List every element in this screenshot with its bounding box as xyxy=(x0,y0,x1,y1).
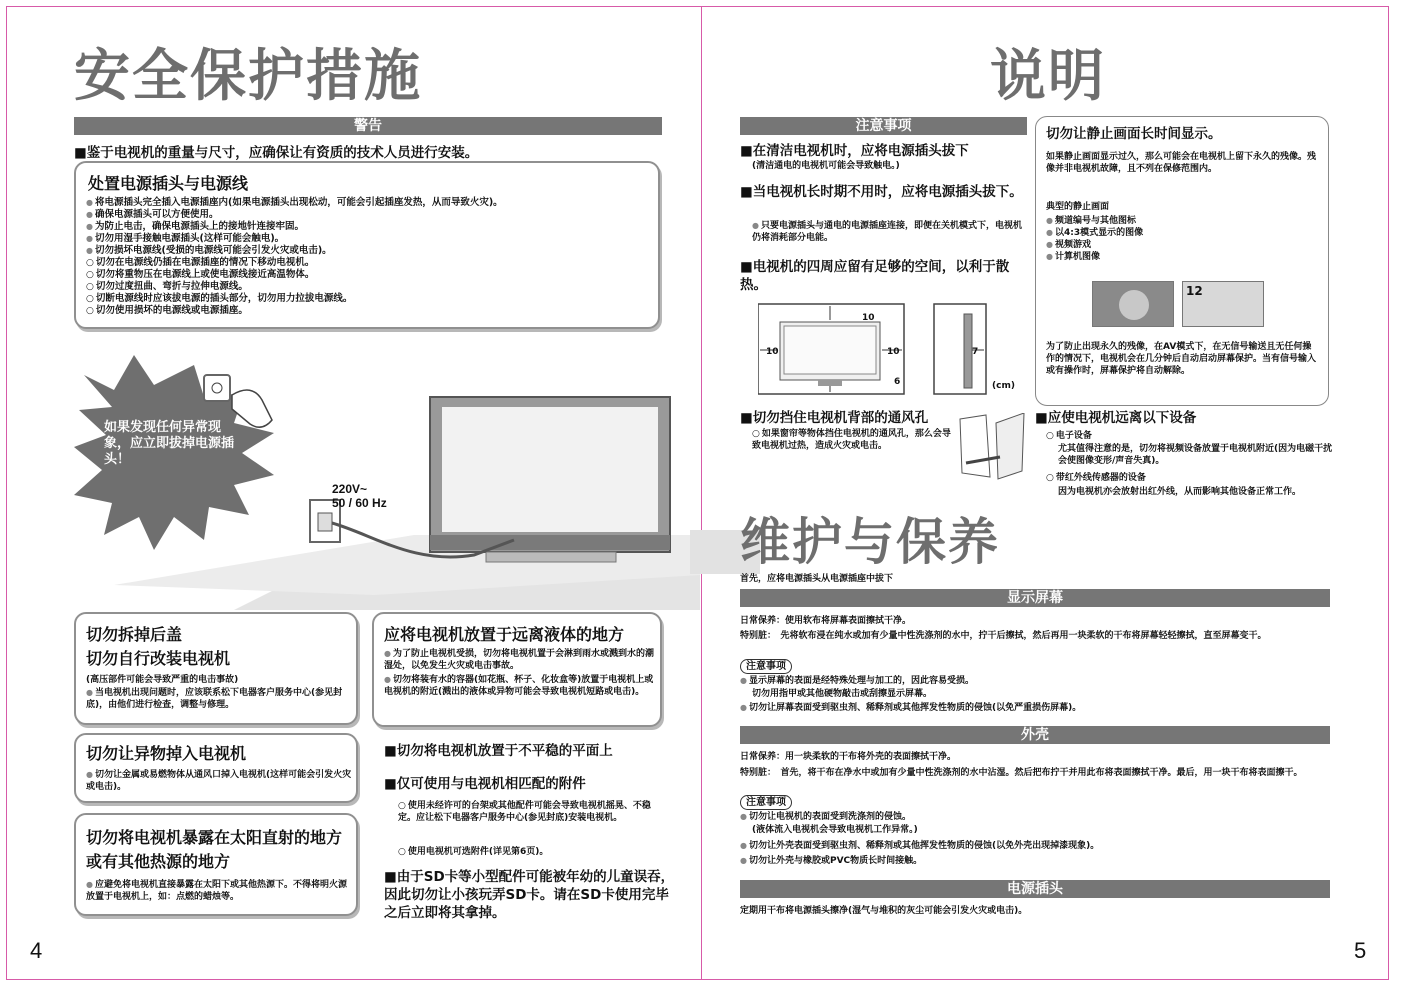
caution-2-heading: ■当电视机长时期不用时，应将电源插头拔下。 xyxy=(740,184,1023,200)
left-page-title: 安全保护措施 xyxy=(74,44,422,109)
cabinet-caution-tag: 注意事项 xyxy=(740,795,792,810)
accessory-item: ○ 使用电视机可选附件(详见第6页)。 xyxy=(398,846,663,858)
sun-heading-2: 或有其他热源的地方 xyxy=(86,852,231,871)
accessory-item: ○ 使用未经许可的台架或其他配件可能会导致电视机摇晃、不稳定。应让松下电器客户服务中心(参见封底)安装电视机。 xyxy=(398,800,663,824)
liquid-item: ● 切勿将装有水的容器(如花瓶、杯子、化妆盒等)放置于电视机上或电视机的附近(溅出的液体或异物可能会导致电视机短路或电击)。 xyxy=(384,674,656,698)
clearance-top: 10 xyxy=(862,313,875,323)
left-page-number: 4 xyxy=(30,938,43,963)
power-item: ● 将电源插头完全插入电源插座内(如果电源插头出现松动，可能会引起插座发热，从而导致火灾)。 xyxy=(86,197,656,209)
foreign-heading: 切勿让异物掉入电视机 xyxy=(86,744,247,763)
clearance-unit: (cm) xyxy=(992,381,1015,391)
screen-note: ● 切勿让屏幕表面受到驱虫剂、稀释剂或其他挥发性物质的侵蚀(以免严重损伤屏幕)。 xyxy=(740,702,1081,714)
maintenance-first: 首先，应将电源插头从电源插座中拔下 xyxy=(740,574,894,584)
sd-card-heading: ■由于SD卡等小型配件可能被年幼的儿童误吞，因此切勿让小孩玩弄SD卡。请在SD卡使用完毕之后立即将其拿掉。 xyxy=(384,869,675,921)
foreign-object-box xyxy=(74,733,358,803)
screen-dirty: 特别脏： 先将软布浸在纯水或加有少量中性洗涤剂的水中，拧干后擦拭，然后再用一块柔软的干布将屏幕轻轻擦拭，直至屏幕变干。 xyxy=(740,631,1267,641)
caution-1-sub: (清洁通电的电视机可能会导致触电。) xyxy=(752,161,900,171)
caution-bar: 注意事项 xyxy=(740,117,1027,135)
cabinet-note: ● 切勿让电视机的表面受到洗涤剂的侵蚀。 xyxy=(740,811,911,823)
still-paragraph-2: 为了防止出现永久的残像，在AV模式下，在无信号输送且无任何操作的情况下，电视机会在几分钟后自动启动屏幕保护。当有信号输入或有操作时，屏幕保护将自动解除。 xyxy=(1046,342,1317,376)
still-item: ● 以4:3模式显示的图像 xyxy=(1046,227,1143,239)
right-page-number: 5 xyxy=(1354,938,1367,963)
caution-1-heading: ■在清洁电视机时，应将电源插头拔下 xyxy=(740,143,969,159)
plug-text: 定期用干布将电源插头擦净(湿气与堆积的灰尘可能会引发火灾或电击)。 xyxy=(740,906,1028,916)
away-item-2: ○ 带红外线传感器的设备 xyxy=(1046,472,1146,484)
cover-heading-1: 切勿拆掉后盖 xyxy=(86,625,183,644)
power-sub-item: ○ 切勿过度扭曲、弯折与拉伸电源线。 xyxy=(86,281,656,293)
away-item-1-text: 尤其值得注意的是，切勿将视频设备放置于电视机附近(因为电磁干扰会使图像变形/声音失真)。 xyxy=(1058,444,1333,466)
clearance-back: 7 xyxy=(972,347,979,357)
screen-bar: 显示屏幕 xyxy=(740,589,1330,607)
liquid-item: ● 为了防止电视机受损，切勿将电视机置于会淋到雨水或溅到水的潮湿处，以免发生火灾或电击事故。 xyxy=(384,648,656,672)
cabinet-note: ● 切勿让外壳表面受到驱虫剂、稀释剂或其他挥发性物质的侵蚀(以免外壳出现掉漆现象)。 xyxy=(740,840,1099,852)
still-item: ● 计算机图像 xyxy=(1046,251,1100,263)
still-item: ● 频道编号与其他图标 xyxy=(1046,215,1136,227)
caution-2-item: ● 只要电源插头与通电的电源插座连接，即便在关机模式下，电视机仍将消耗部分电能。 xyxy=(752,220,1028,244)
still-image-sample-2 xyxy=(1182,281,1264,327)
liquid-heading: 应将电视机放置于远离液体的地方 xyxy=(384,625,625,644)
power-sub-item: ○ 切勿使用损坏的电源线或电源插座。 xyxy=(86,305,656,317)
clearance-bottom: 6 xyxy=(894,377,901,387)
cabinet-note: ● 切勿让外壳与橡胶或PVC物质长时间接触。 xyxy=(740,855,922,867)
still-heading: 切勿让静止画面长时间显示。 xyxy=(1046,126,1222,142)
voltage-text-2: 50 / 60 Hz xyxy=(332,496,387,510)
back-cover-box xyxy=(74,612,358,725)
clearance-left: 10 xyxy=(766,347,779,357)
sunlight-box xyxy=(74,813,358,916)
caution-3-heading: ■电视机的四周应留有足够的空间，以利于散热。 xyxy=(740,259,1010,293)
away-item-2-text: 因为电视机亦会放射出红外线，从而影响其他设备正常工作。 xyxy=(1058,487,1302,497)
tv-illustration xyxy=(74,335,700,610)
liquid-box xyxy=(372,612,662,727)
accessories-heading: ■仅可使用与电视机相匹配的附件 xyxy=(384,776,586,792)
right-page-title: 说明 xyxy=(990,44,1106,109)
voltage-text-1: 220V~ xyxy=(332,482,368,496)
power-sub-item: ○ 切勿将重物压在电源线上或使电源线接近高温物体。 xyxy=(86,269,656,281)
power-item: ● 确保电源插头可以方便使用。 xyxy=(86,209,656,221)
clearance-right: 10 xyxy=(887,347,900,357)
caution-4-heading: ■切勿挡住电视机背部的通风孔 xyxy=(740,410,929,426)
cover-note: (高压部件可能会导致严重的电击事故) xyxy=(86,675,239,685)
install-intro: ■鉴于电视机的重量与尺寸，应确保让有资质的技术人员进行安装。 xyxy=(74,145,479,161)
away-item-1: ○ 电子设备 xyxy=(1046,430,1092,442)
caution-4-item: ○ 如果窗帘等物体挡住电视机的通风孔，那么会导致电视机过热，造成火灾或电击。 xyxy=(752,428,952,452)
power-sub-item: ○ 切勿在电源线仍插在电源插座的情况下移动电视机。 xyxy=(86,257,656,269)
away-heading: ■应使电视机远离以下设备 xyxy=(1035,410,1197,426)
screen-note: ● 显示屏幕的表面是经特殊处理与加工的，因此容易受损。 xyxy=(740,675,974,687)
power-heading: 处置电源插头与电源线 xyxy=(88,174,249,193)
power-handling-box xyxy=(74,161,660,329)
screen-note: 切勿用指甲或其他硬物敲击或刮擦显示屏幕。 xyxy=(752,689,933,699)
maintenance-title: 维护与保养 xyxy=(740,513,1000,571)
still-image-box xyxy=(1035,116,1329,406)
cabinet-dirty: 特别脏： 首先，将干布在净水中或加有少量中性洗涤剂的水中沾湿。然后把布拧干并用此布将表面擦拭干净。最后，用一块干布将表面擦干。 xyxy=(740,768,1303,778)
power-item: ● 切勿用湿手接触电源插头(这样可能会触电)。 xyxy=(86,233,656,245)
still-item: ● 视频游戏 xyxy=(1046,239,1091,251)
still-image-sample-1 xyxy=(1092,281,1174,327)
vent-illustration xyxy=(956,413,1030,483)
foreign-item: ● 切勿让金属或易燃物体从通风口掉入电视机(这样可能会引发火灾或电击)。 xyxy=(86,769,352,793)
uneven-surface-heading: ■切勿将电视机放置于不平稳的平面上 xyxy=(384,743,613,759)
cabinet-note: (液体流入电视机会导致电视机工作异常。) xyxy=(752,825,918,835)
still-typical: 典型的静止画面 xyxy=(1046,202,1110,212)
sun-item: ● 应避免将电视机直接暴露在太阳下或其他热源下。不得将明火源放置于电视机上，如：点燃的蜡烛等。 xyxy=(86,879,352,903)
power-item: ● 切勿损坏电源线(受损的电源线可能会引发火灾或电击)。 xyxy=(86,245,656,257)
burst-text: 如果发现任何异常现象，应立即拔掉电源插头！ xyxy=(104,420,235,467)
power-sub-item: ○ 切断电源线时应该拔电源的插头部分，切勿用力拉拔电源线。 xyxy=(86,293,656,305)
screen-caution-tag: 注意事项 xyxy=(740,659,792,674)
plug-bar: 电源插头 xyxy=(740,880,1330,898)
still-image-channel: 12 xyxy=(1186,284,1203,298)
cover-heading-2: 切勿自行改装电视机 xyxy=(86,649,231,668)
power-item: ● 为防止电击，确保电源插头上的接地针连接牢固。 xyxy=(86,221,656,233)
cabinet-bar: 外壳 xyxy=(740,726,1330,744)
screen-daily: 日常保养：使用软布将屏幕表面擦拭干净。 xyxy=(740,616,912,626)
cabinet-daily: 日常保养：用一块柔软的干布将外壳的表面擦拭干净。 xyxy=(740,752,957,762)
sun-heading-1: 切勿将电视机暴露在太阳直射的地方 xyxy=(86,828,343,847)
warning-bar: 警告 xyxy=(74,117,662,135)
still-paragraph-1: 如果静止画面显示过久，那么可能会在电视机上留下永久的残像。残像并非电视机故障，且不列在保修范围内。 xyxy=(1046,152,1317,174)
cover-item: ● 当电视机出现问题时，应该联系松下电器客户服务中心(参见封底)，由他们进行检查，调整与修理。 xyxy=(86,687,352,711)
